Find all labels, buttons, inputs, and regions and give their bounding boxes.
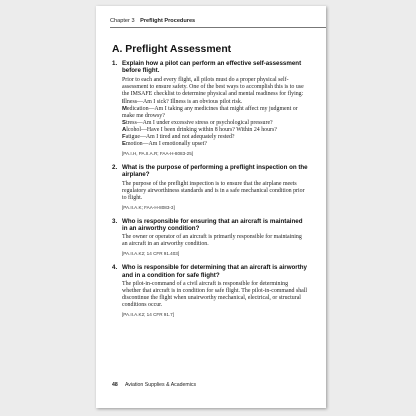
mnemonic-text: atigue—Am I tired and not adequately rested? [125, 133, 235, 140]
reference-citation: [PA.II.A.K2; 14 CFR 91.7] [122, 312, 174, 318]
answer-text [122, 234, 308, 248]
list-item [122, 99, 308, 106]
question-number: 3. [112, 217, 118, 225]
mnemonic-text: lcohol—Have I been drinking within 8 hours? Within 24 hours? [126, 126, 277, 133]
question-number: 4. [112, 264, 118, 272]
reference-citation: [PA.II.A.K; FAA-H-8083-3] [122, 204, 175, 210]
chapter-number: Chapter 3 [110, 18, 135, 24]
imsafe-list [122, 99, 308, 148]
answer-text [122, 181, 308, 202]
mnemonic-text: tress—Am I under excessive stress or psychological pressure? [125, 119, 273, 126]
question-number: 2. [112, 163, 118, 171]
answer-paragraph: The owner or operator of an aircraft is primarily responsible for maintaining an aircraft in an airworthy condition. [122, 234, 302, 248]
question-text: Who is responsible for determining that an aircraft is airworthy and in a condition for safe flight? [122, 264, 307, 279]
answer-paragraph: Prior to each and every flight, all pilots must do a proper physical self-assessment to ensure safety. One of the best ways to accomplish this is to use the IMSAFE checklist to determine physical and mental readiness for flying: [122, 76, 304, 97]
answer-paragraph: The purpose of the preflight inspection is to ensure that the airplane meets regulatory airworthiness standards and is in a safe mechanical condition prior to flight. [122, 180, 305, 201]
question-text: Explain how a pilot can perform an effective self-assessment before flight. [122, 60, 302, 75]
question-block [112, 60, 308, 156]
mnemonic-letter: E [122, 140, 126, 147]
page-content [112, 44, 308, 325]
page-footer [112, 382, 196, 388]
answer-text [122, 281, 308, 309]
list-item [122, 134, 308, 141]
mnemonic-letter: M [122, 105, 127, 112]
question-text: What is the purpose of performing a preflight inspection on the airplane? [122, 163, 308, 179]
list-item [122, 127, 308, 134]
mnemonic-letter: F [122, 133, 126, 140]
mnemonic-text: llness—Am I sick? Illness is an obvious pilot risk. [123, 98, 243, 105]
list-item [122, 141, 308, 148]
reference-citation: [PA.I.H, PA.II.A.R; FAA-H-8083-25] [122, 150, 194, 156]
header-divider [110, 27, 326, 28]
answer-paragraph: The pilot-in-command of a civil aircraft is responsible for determining whether that aircraft is in condition for safe flight. The pilot-in-command shall discontinue the flight when unairworthy mechanical, electrical, or structural conditions occur. [122, 281, 308, 309]
mnemonic-text: edication—Am I taking any medicines that might affect my judgment or make me drowsy? [122, 105, 298, 119]
question-block [112, 264, 308, 317]
section-title: A. Preflight Assessment [112, 44, 232, 55]
answer-text [122, 77, 308, 98]
question-block [112, 164, 308, 210]
question-number: 1. [112, 60, 118, 67]
list-item [122, 120, 308, 127]
mnemonic-text: motion—Am I emotionally upset? [125, 140, 207, 147]
question-block [112, 218, 308, 257]
mnemonic-letter: I [122, 98, 124, 105]
reference-citation: [PA.II.A.K2; 14 CFR 91.403] [122, 251, 180, 257]
book-page [96, 6, 326, 408]
question-text: Who is responsible for ensuring that an aircraft is maintained in an airworthy condition? [122, 217, 303, 233]
mnemonic-letter: S [122, 119, 126, 126]
page-number: 48 [112, 382, 118, 388]
running-header [110, 18, 195, 24]
chapter-title: Preflight Procedures [140, 18, 196, 24]
mnemonic-letter: A [122, 126, 127, 133]
publisher-name: Aviation Supplies & Academics [124, 382, 197, 388]
list-item [122, 106, 308, 120]
